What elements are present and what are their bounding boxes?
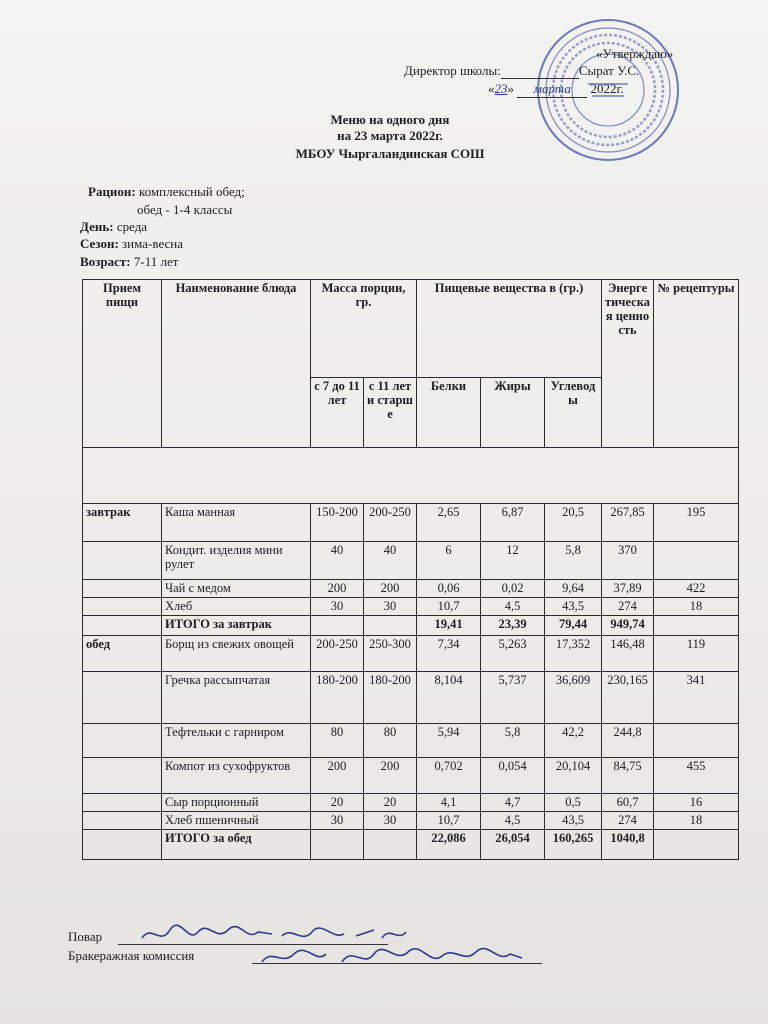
cell-mass-7-11: 80 xyxy=(311,724,364,758)
cell-carbs: 43,5 xyxy=(545,598,602,616)
cell-energy: 244,8 xyxy=(602,724,654,758)
menu-table-body xyxy=(83,504,739,860)
cell-fat: 5,8 xyxy=(481,724,545,758)
ration-value-2: обед - 1-4 классы xyxy=(137,202,233,217)
header-dish: Наименование блюда xyxy=(162,280,311,448)
cell-dish: Хлеб пшеничный xyxy=(162,812,311,830)
cell-mass-11-plus: 200-250 xyxy=(364,504,417,542)
cell-protein: 6 xyxy=(417,542,481,580)
cell-mass-7-11: 30 xyxy=(311,598,364,616)
cell-energy: 60,7 xyxy=(602,794,654,812)
cell-fat: 4,5 xyxy=(481,598,545,616)
cell-recipe xyxy=(654,724,739,758)
cell-meal xyxy=(83,794,162,812)
season-value: зима-весна xyxy=(122,236,184,251)
cell-recipe: 18 xyxy=(654,598,739,616)
approval-word: «Утверждаю» xyxy=(596,46,674,61)
cell-recipe: 119 xyxy=(654,636,739,672)
cell-fat: 0,02 xyxy=(481,580,545,598)
cell-protein: 4,1 xyxy=(417,794,481,812)
cell-energy: 370 xyxy=(602,542,654,580)
cell-carbs: 20,5 xyxy=(545,504,602,542)
cell-mass-7-11: 180-200 xyxy=(311,672,364,724)
ration-line-2 xyxy=(137,202,232,218)
menu-date: на 23 марта 2022г. xyxy=(337,128,443,143)
header-age-1: с 7 до 11 лет xyxy=(311,378,364,448)
cell-carbs: 9,64 xyxy=(545,580,602,598)
cell-protein: 0,06 xyxy=(417,580,481,598)
cell-mass-11-plus xyxy=(364,616,417,636)
cell-energy: 274 xyxy=(602,812,654,830)
cell-energy: 146,48 xyxy=(602,636,654,672)
cell-mass-11-plus: 40 xyxy=(364,542,417,580)
cell-recipe xyxy=(654,830,739,860)
cell-mass-11-plus: 180-200 xyxy=(364,672,417,724)
cell-carbs: 43,5 xyxy=(545,812,602,830)
cell-dish: Кондит. изделия мини рулет xyxy=(162,542,311,580)
age-line xyxy=(80,254,178,270)
date-close-quote: » xyxy=(507,81,514,96)
cell-meal xyxy=(83,542,162,580)
table-row xyxy=(83,672,739,724)
cell-fat: 5,737 xyxy=(481,672,545,724)
commission-label: Бракеражная комиссия xyxy=(68,948,195,963)
cell-energy: 274 xyxy=(602,598,654,616)
empty-row xyxy=(83,448,739,504)
cell-meal: обед xyxy=(83,636,162,672)
date-month: марта xyxy=(517,81,587,98)
ration-label: Рацион: xyxy=(88,184,136,199)
cell-fat: 0,054 xyxy=(481,758,545,794)
ration-value: комплексный обед; xyxy=(139,184,245,199)
header-recipe: № рецептуры xyxy=(654,280,739,448)
cell-carbs: 79,44 xyxy=(545,616,602,636)
cell-recipe: 341 xyxy=(654,672,739,724)
table-row xyxy=(83,758,739,794)
cell-fat: 4,5 xyxy=(481,812,545,830)
ration-line xyxy=(88,184,245,200)
cell-recipe xyxy=(654,542,739,580)
cell-energy: 1040,8 xyxy=(602,830,654,860)
menu-table xyxy=(82,279,739,860)
header-energy: Энергетическая ценность xyxy=(602,280,654,448)
cell-mass-7-11 xyxy=(311,616,364,636)
cell-carbs: 0,5 xyxy=(545,794,602,812)
cell-mass-11-plus: 250-300 xyxy=(364,636,417,672)
cell-recipe xyxy=(654,616,739,636)
header-protein: Белки xyxy=(417,378,481,448)
cell-fat: 26,054 xyxy=(481,830,545,860)
cell-meal xyxy=(83,580,162,598)
cell-energy: 267,85 xyxy=(602,504,654,542)
table-row xyxy=(83,542,739,580)
cell-recipe: 195 xyxy=(654,504,739,542)
cell-mass-11-plus: 30 xyxy=(364,812,417,830)
cell-mass-7-11 xyxy=(311,830,364,860)
cell-fat: 12 xyxy=(481,542,545,580)
header-nutrients: Пищевые вещества в (гр.) xyxy=(417,280,602,378)
date-day: 23 xyxy=(494,81,508,96)
cell-recipe: 18 xyxy=(654,812,739,830)
cell-mass-7-11: 200 xyxy=(311,580,364,598)
cell-fat: 23,39 xyxy=(481,616,545,636)
cell-meal xyxy=(83,616,162,636)
cell-protein: 0,702 xyxy=(417,758,481,794)
cell-mass-11-plus: 200 xyxy=(364,580,417,598)
cell-energy: 949,74 xyxy=(602,616,654,636)
cell-meal xyxy=(83,598,162,616)
cell-carbs: 42,2 xyxy=(545,724,602,758)
total-row xyxy=(83,830,739,860)
cell-mass-7-11: 20 xyxy=(311,794,364,812)
cell-dish: Чай с медом xyxy=(162,580,311,598)
cell-dish: Каша манная xyxy=(162,504,311,542)
cell-protein: 22,086 xyxy=(417,830,481,860)
cell-dish: Сыр порционный xyxy=(162,794,311,812)
cell-protein: 10,7 xyxy=(417,598,481,616)
cell-meal xyxy=(83,672,162,724)
cell-energy: 230,165 xyxy=(602,672,654,724)
table-row xyxy=(83,504,739,542)
cell-carbs: 36,609 xyxy=(545,672,602,724)
total-row xyxy=(83,616,739,636)
cell-dish: Борщ из свежих овощей xyxy=(162,636,311,672)
menu-title: Меню на одного дня xyxy=(330,112,450,127)
cell-meal: завтрак xyxy=(83,504,162,542)
cell-recipe: 422 xyxy=(654,580,739,598)
cell-carbs: 17,352 xyxy=(545,636,602,672)
cell-recipe: 455 xyxy=(654,758,739,794)
cell-mass-11-plus: 200 xyxy=(364,758,417,794)
table-row xyxy=(83,724,739,758)
table-row xyxy=(83,598,739,616)
table-row xyxy=(83,794,739,812)
handwritten-signatures xyxy=(112,916,552,976)
cell-recipe: 16 xyxy=(654,794,739,812)
day-value: среда xyxy=(116,219,148,234)
table-row xyxy=(83,812,739,830)
day-label: День: xyxy=(80,219,114,234)
cell-mass-7-11: 30 xyxy=(311,812,364,830)
cell-protein: 5,94 xyxy=(417,724,481,758)
cell-dish: Хлеб xyxy=(162,598,311,616)
cell-carbs: 20,104 xyxy=(545,758,602,794)
date-year: 2022г. xyxy=(590,81,624,96)
director-name: Сырат У.С. xyxy=(578,63,640,78)
cell-meal xyxy=(83,812,162,830)
cell-mass-11-plus: 30 xyxy=(364,598,417,616)
table-row xyxy=(83,636,739,672)
cell-energy: 84,75 xyxy=(602,758,654,794)
cell-meal xyxy=(83,724,162,758)
cell-mass-7-11: 200-250 xyxy=(311,636,364,672)
cell-energy: 37,89 xyxy=(602,580,654,598)
day-line xyxy=(80,219,147,235)
cell-fat: 6,87 xyxy=(481,504,545,542)
cell-dish: Тефтельки с гарниром xyxy=(162,724,311,758)
director-signature-blank xyxy=(501,66,579,79)
season-label: Сезон: xyxy=(80,236,119,251)
cell-dish: Гречка рассыпчатая xyxy=(162,672,311,724)
school-name: МБОУ Чыргаландинская СОШ xyxy=(295,146,485,161)
age-label: Возраст: xyxy=(80,254,131,269)
cell-carbs: 160,265 xyxy=(545,830,602,860)
cell-mass-7-11: 200 xyxy=(311,758,364,794)
cell-mass-11-plus: 20 xyxy=(364,794,417,812)
director-line xyxy=(404,63,639,79)
cell-protein: 7,34 xyxy=(417,636,481,672)
header-meal: Прием пищи xyxy=(83,280,162,448)
cell-mass-7-11: 40 xyxy=(311,542,364,580)
date-open-quote: « xyxy=(488,81,495,96)
director-label: Директор школы: xyxy=(404,63,501,78)
header-fat: Жиры xyxy=(481,378,545,448)
cell-fat: 5,263 xyxy=(481,636,545,672)
cell-protein: 10,7 xyxy=(417,812,481,830)
age-value: 7-11 лет xyxy=(133,254,179,269)
cell-protein: 8,104 xyxy=(417,672,481,724)
cell-dish: Компот из сухофруктов xyxy=(162,758,311,794)
cell-meal xyxy=(83,758,162,794)
header-age-2: с 11 лет и старше xyxy=(364,378,417,448)
cell-protein: 19,41 xyxy=(417,616,481,636)
cell-dish: ИТОГО за завтрак xyxy=(162,616,311,636)
approval-date xyxy=(488,81,624,98)
cell-fat: 4,7 xyxy=(481,794,545,812)
cell-mass-11-plus: 80 xyxy=(364,724,417,758)
header-carbs: Углеводы xyxy=(545,378,602,448)
table-row xyxy=(83,580,739,598)
cell-protein: 2,65 xyxy=(417,504,481,542)
cook-label: Повар xyxy=(68,929,103,944)
season-line xyxy=(80,236,183,252)
cell-mass-11-plus xyxy=(364,830,417,860)
cell-meal xyxy=(83,830,162,860)
cell-mass-7-11: 150-200 xyxy=(311,504,364,542)
cell-carbs: 5,8 xyxy=(545,542,602,580)
cell-dish: ИТОГО за обед xyxy=(162,830,311,860)
header-mass: Масса порции, гр. xyxy=(311,280,417,378)
